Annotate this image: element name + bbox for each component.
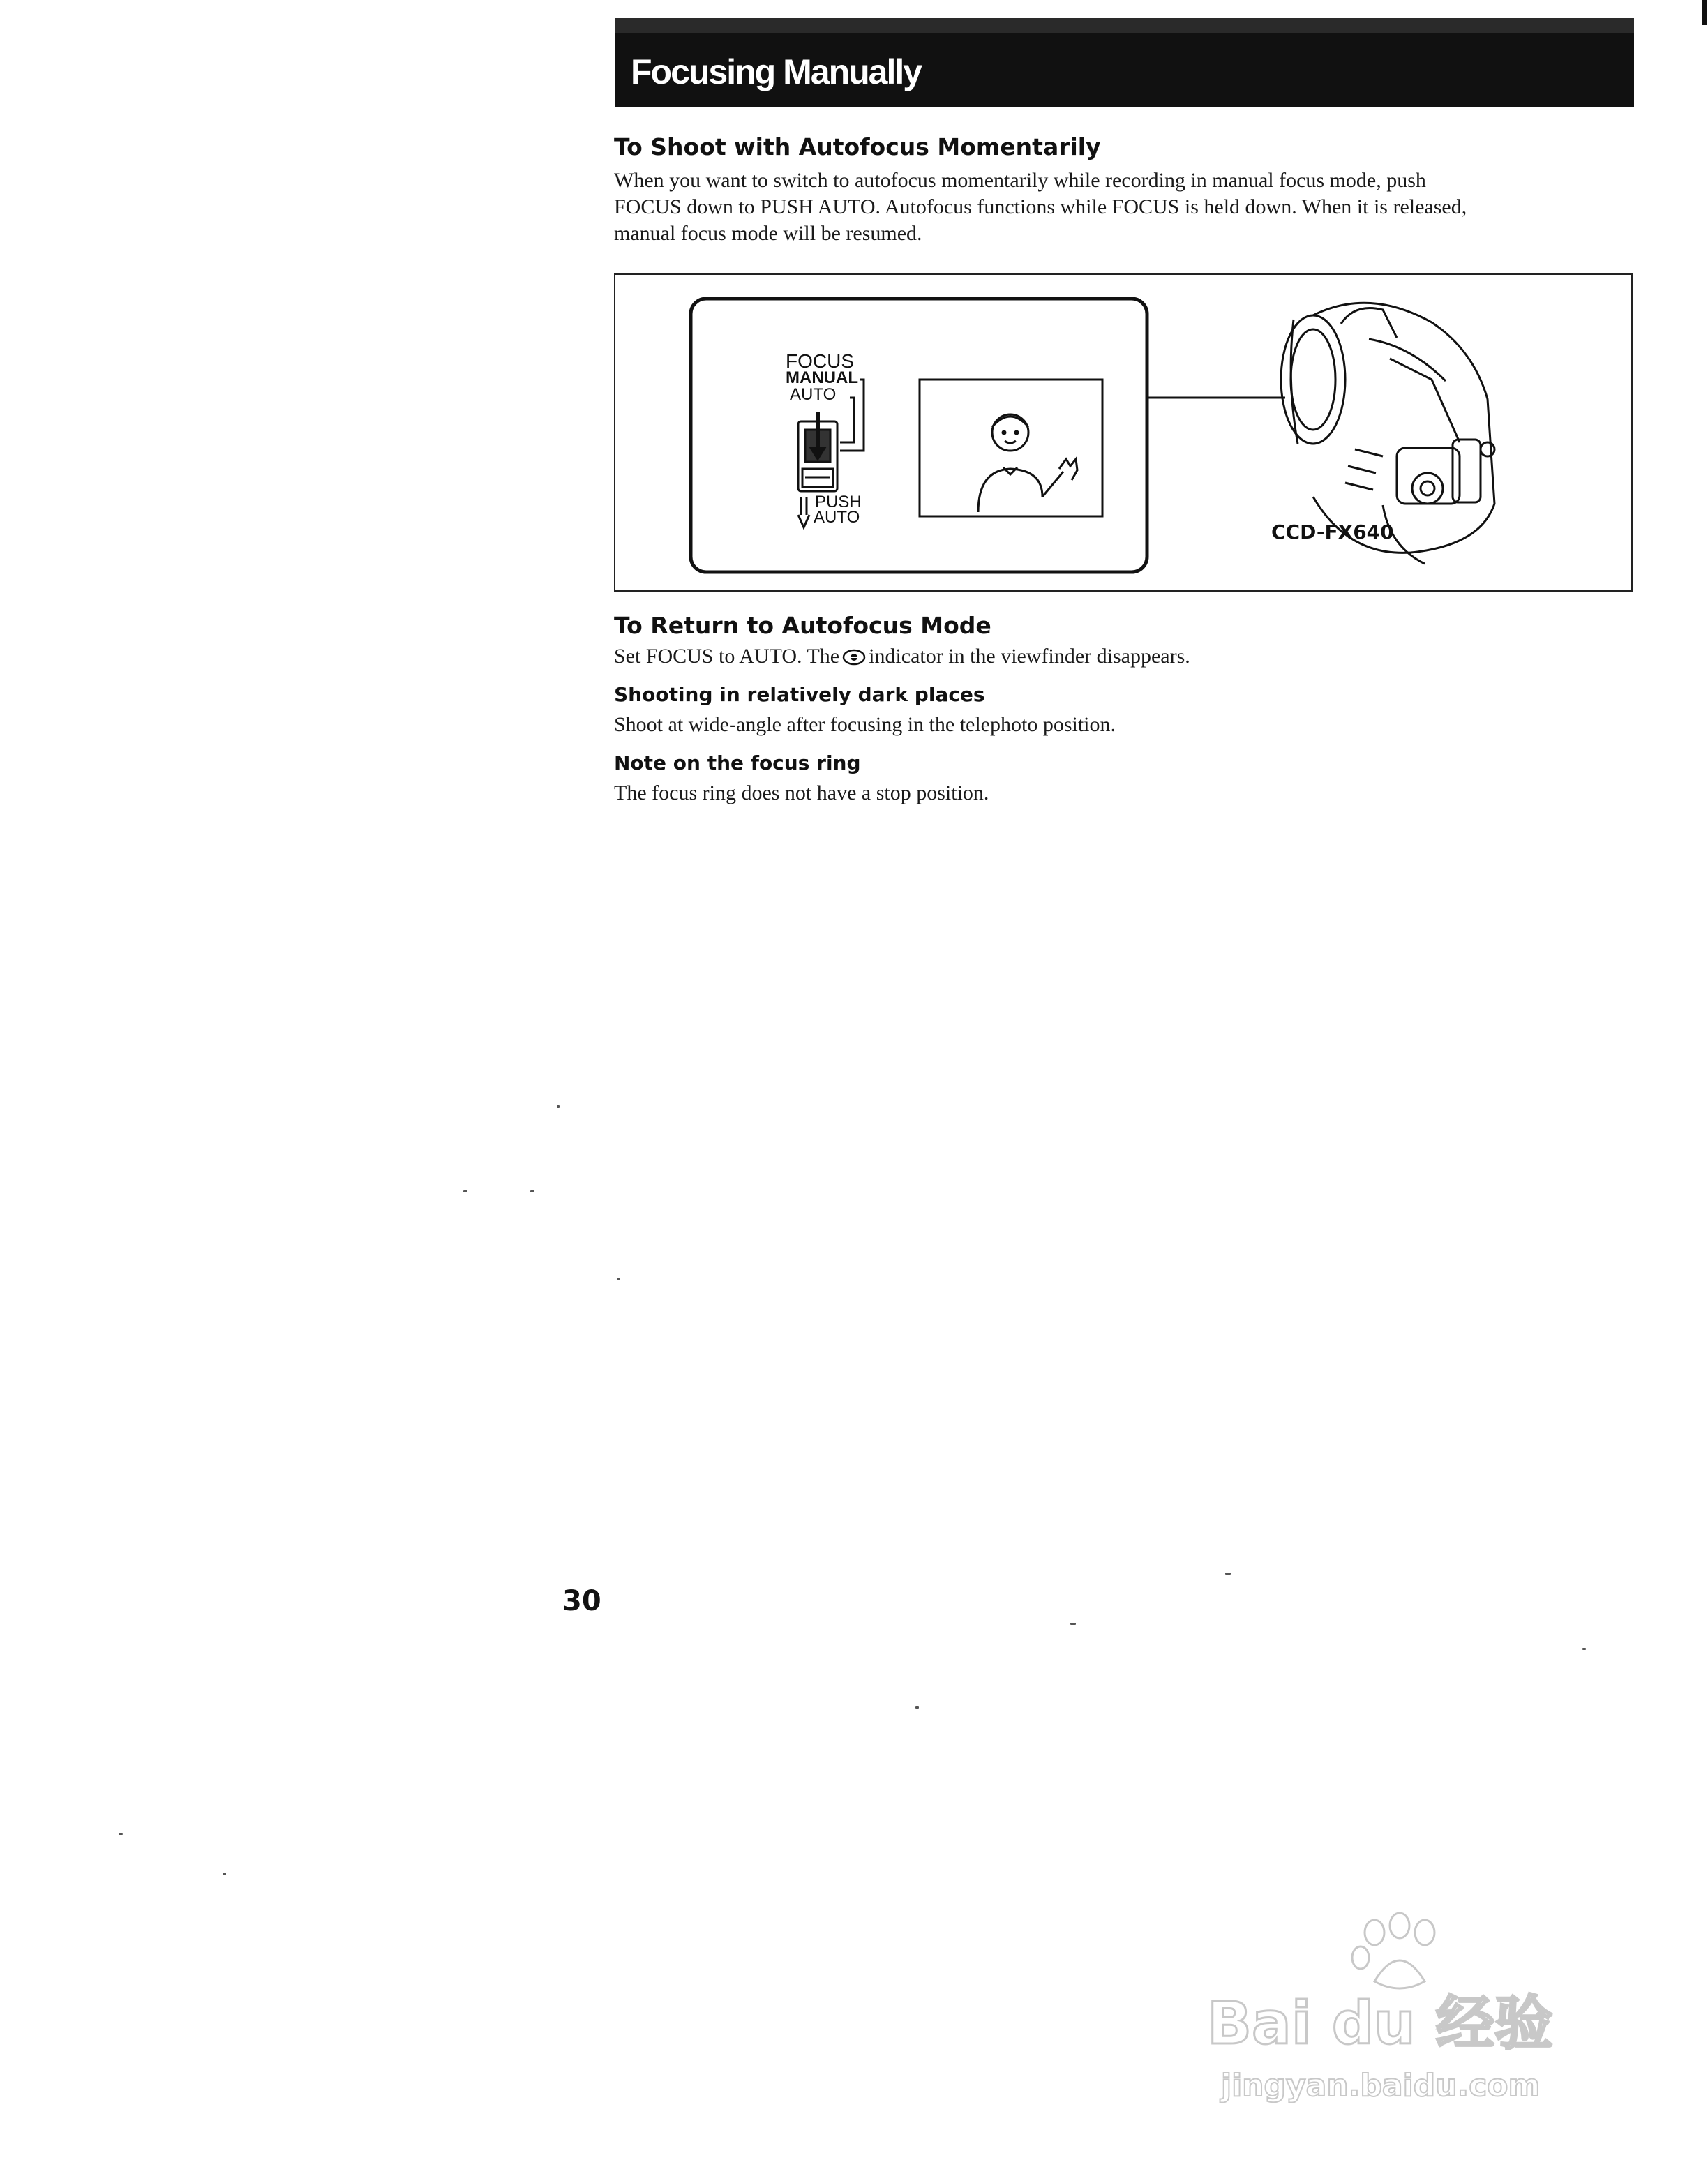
viewfinder-screen [920,380,1102,516]
paragraph-line: manual focus mode will be resumed. [614,222,922,245]
page-edge-mark [1702,0,1707,25]
scan-speck [617,1278,620,1280]
illustration-drawing [615,275,1631,590]
page-title: Focusing Manually [631,52,922,91]
scan-speck [119,1833,123,1835]
paw-logo-icon [1333,1912,1472,1995]
manual-focus-indicator-icon [842,646,866,673]
waving-person-graphic [978,414,1077,512]
paragraph-line: The focus ring does not have a stop position. [614,781,989,804]
paragraph-line [614,643,1619,673]
watermark-url: jingyan.baidu.com [1221,2068,1541,2103]
paragraph-line: Shoot at wide-angle after focusing in the telephoto position. [614,713,1116,736]
focus-switch-illustration [614,273,1633,592]
text-before-icon: Set FOCUS to AUTO. The [614,645,840,668]
scan-speck [223,1873,226,1875]
text-after-icon: indicator in the viewfinder disappears. [869,645,1190,668]
paragraph-dark-places [614,712,1619,738]
scan-speck [530,1190,534,1192]
scan-speck [1582,1648,1586,1650]
switch-label-focus: FOCUS [786,350,854,372]
page-number: 30 [562,1585,601,1617]
paragraph-autofocus-momentarily [614,167,1619,247]
baidu-jingyan-watermark [1207,1912,1626,2121]
scan-speck [915,1706,919,1709]
scan-speck [463,1190,467,1192]
paragraph-focus-ring-note [614,780,1619,807]
watermark-brand: Bai du 经验 [1207,1989,1553,2057]
switch-label-auto: AUTO [790,385,837,404]
paragraph-line: FOCUS down to PUSH AUTO. Autofocus functions while FOCUS is held down. When it is released, [614,195,1467,218]
section-header-band [615,18,1634,107]
paragraph-line: When you want to switch to autofocus momentarily while recording in manual focus mode, push [614,169,1426,192]
scan-speck [557,1105,560,1108]
switch-label-manual: MANUAL [786,368,858,387]
heading-focus-ring-note: Note on the focus ring [614,751,861,774]
scan-speck [1070,1623,1076,1625]
paragraph-return-autofocus [614,643,1619,673]
scan-speck [1225,1573,1231,1575]
switch-label-push: PUSH [815,493,862,511]
header-top-strip [615,18,1634,33]
heading-dark-places: Shooting in relatively dark places [614,683,985,706]
switch-label-push-auto: AUTO [814,508,860,527]
camcorder-model-label: CCD-FX640 [1271,520,1394,543]
heading-return-autofocus: To Return to Autofocus Mode [614,612,991,639]
heading-autofocus-momentarily: To Shoot with Autofocus Momentarily [614,133,1101,160]
